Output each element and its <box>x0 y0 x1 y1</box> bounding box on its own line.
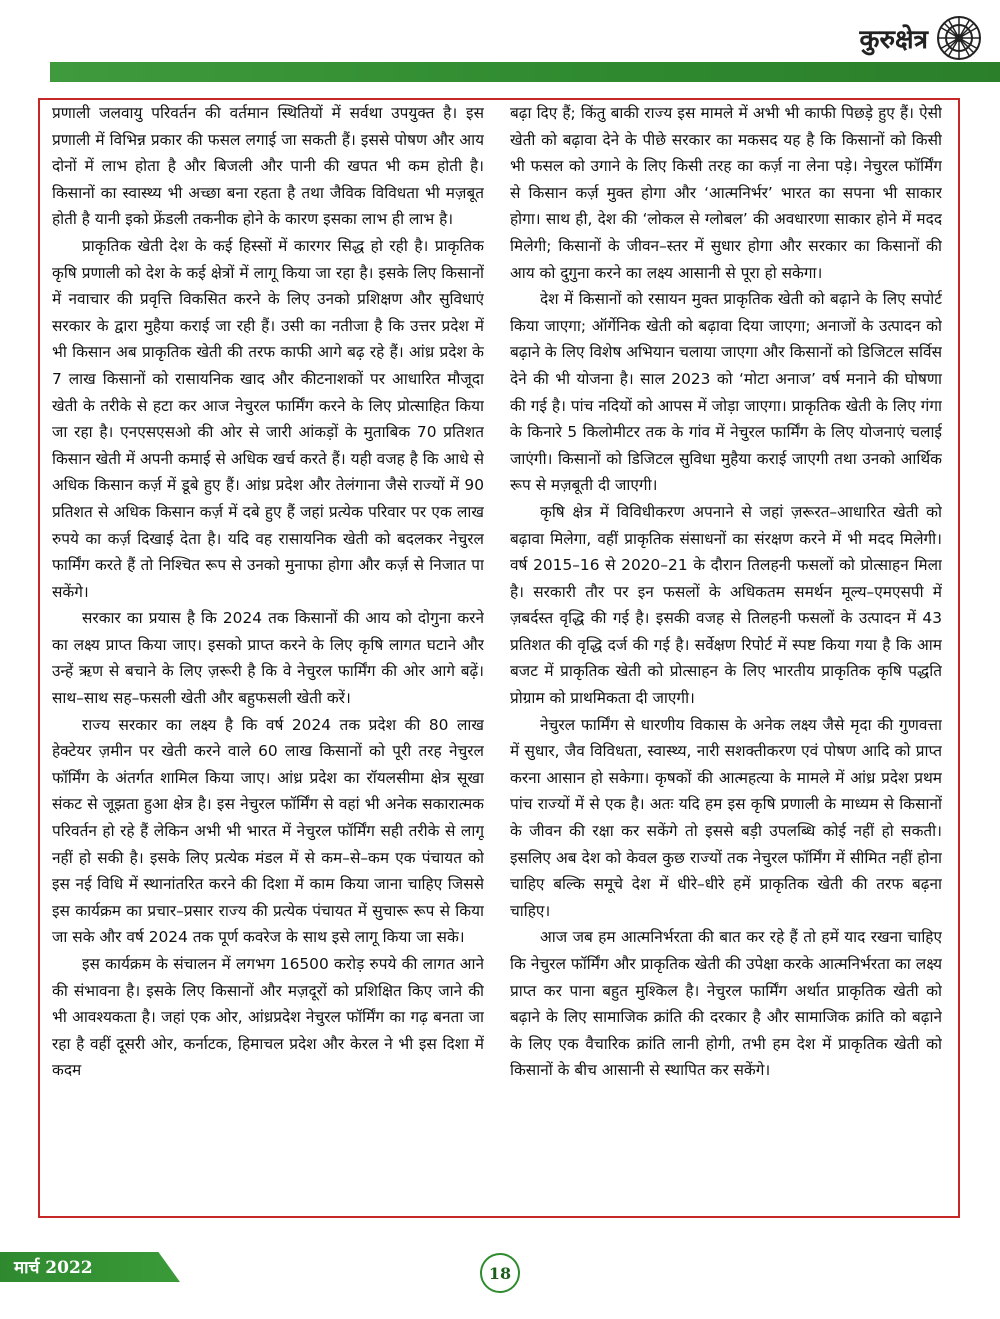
paragraph: देश में किसानों को रसायन मुक्त प्राकृतिक खेती को बढ़ाने के लिए सपोर्ट किया जाएगा; ऑर्गेनिक खेती को बढ़ावा दिया जाएगा; अनाजों के उत्पादन को बढ़ाने के लिए विशेष अभियान चलाया जाएगा और किसानों को डिजिटल सर्विस देने की भी योजना है। साल 2023 को ‘मोटा अनाज’ वर्ष मनाने की घोषणा की गई है। पांच नदियों को आपस में जोड़ा जाएगा। प्राकृतिक खेती के लिए गंगा के किनारे 5 किलोमीटर तक के गांव में नेचुरल फार्मिंग के लिए योजनाएं चलाई जाएंगी। किसानों को डिजिटल सुविधा मुहैया कराई जाएगी तथा उनको आर्थिक रूप से मज़बूती दी जाएगी। <box>510 290 942 495</box>
paragraph: बढ़ा दिए हैं; किंतु बाकी राज्य इस मामले में अभी भी काफी पिछड़े हुए हैं। ऐसी खेती को बढ़ावा देने के पीछे सरकार का मकसद यह है कि किसानों को किसी भी फसल को उगाने के लिए किसी तरह का कर्ज़ ना लेना पड़े। नेचुरल फॉर्मिंग से किसान कर्ज़ मुक्त होगा और ‘आत्मनिर्भर’ भारत का सपना भी साकार होगा। साथ ही, देश की ‘लोकल से ग्लोबल’ की अवधारणा साकार होने में मदद मिलेगी; किसानों के जीवन–स्तर में सुधार होगा और सरकार का किसानों की आय को दुगुना करने का लक्ष्य आसानी से पूरा हो सकेगा। <box>510 104 942 282</box>
paragraph: इस कार्यक्रम के संचालन में लगभग 16500 करोड़ रुपये की लागत आने की संभावना है। इसके लिए किसानों और मज़दूरों को प्रशिक्षित किए जाने की भी आवश्यकता है। जहां एक ओर, आंध्रप्रदेश नेचुरल फॉर्मिंग का गढ़ बनता जा रहा है वहीं दूसरी ओर, कर्नाटक, हिमाचल प्रदेश और केरल ने भी इस दिशा में कदम <box>52 955 484 1080</box>
paragraph: नेचुरल फार्मिंग से धारणीय विकास के अनेक लक्ष्य जैसे मृदा की गुणवत्ता में सुधार, जैव विविधता, स्वास्थ्य, नारी सशक्तीकरण एवं पोषण आदि को प्राप्त करना आसान हो सकेगा। कृषकों की आत्महत्या के मामले में आंध्र प्रदेश प्रथम पांच राज्यों में से एक है। अतः यदि हम इस कृषि प्रणाली के माध्यम से किसानों के जीवन की रक्षा कर सकेंगे तो इससे बड़ी उपलब्धि कोई नहीं हो सकती। इसलिए अब देश को केवल कुछ राज्यों तक नेचुरल फॉर्मिंग में सीमित नहीं होना चाहिए बल्कि समूचे देश में धीरे–धीरे हमें प्राकृतिक खेती की तरफ बढ़ना चाहिए। <box>510 715 942 920</box>
paragraph: आज जब हम आत्मनिर्भरता की बात कर रहे हैं तो हमें याद रखना चाहिए कि नेचुरल फॉर्मिंग और प्राकृतिक खेती की उपेक्षा करके आत्मनिर्भरता का लक्ष्य प्राप्त कर पाना बहुत मुश्किल है। नेचुरल फार्मिंग अर्थात प्राकृतिक खेती को बढ़ाने के लिए सामाजिक क्रांति की दरकार है और सामाजिक क्रांति को बढ़ाने के लिए एक वैचारिक क्रांति लानी होगी, तभी हम देश में प्राकृतिक खेती को किसानों के बीच आसानी से स्थापित कर सकेंगे। <box>510 928 942 1080</box>
magazine-title: कुरुक्षेत्र <box>859 25 928 55</box>
left-column <box>52 100 484 1215</box>
right-column <box>510 100 942 1215</box>
issue-date: मार्च 2022 <box>14 1258 93 1278</box>
paragraph: प्राकृतिक खेती देश के कई हिस्सों में कारगर सिद्ध हो रही है। प्राकृतिक कृषि प्रणाली को देश के कई क्षेत्रों में लागू किया जा रहा है। इसके लिए किसानों में नवाचार की प्रवृत्ति विकसित करने के लिए उनको प्रशिक्षण और सुविधाएं सरकार के द्वारा मुहैया कराई जा रही हैं। उसी का नतीजा है कि उत्तर प्रदेश में भी किसान अब प्राकृतिक खेती की तरफ काफी आगे बढ़ रहे हैं। आंध्र प्रदेश के 7 लाख किसानों को रासायनिक खाद और कीटनाशकों पर आधारित मौजूदा खेती के तरीके से हटा कर आज नेचुरल फार्मिंग करने के लिए प्रोत्साहित किया जा रहा है। एनएसएसओ की ओर से जारी आंकड़ों के मुताबिक 70 प्रतिशत किसान खेती में अपनी कमाई से अधिक खर्च करते हैं। यही वजह है कि आधे से अधिक किसान कर्ज़ में डूबे हुए हैं। आंध्र प्रदेश और तेलंगाना जैसे राज्यों में 90 प्रतिशत से अधिक किसान कर्ज़ में दबे हुए हैं जहां प्रत्येक परिवार पर एक लाख रुपये का कर्ज़ दिखाई देता है। यदि वह रासायनिक खेती को बदलकर नेचुरल फार्मिंग करते हैं तो निश्चित रूप से उनको मुनाफा होगा और कर्ज़ से निजात पा सकेंगे। <box>52 236 484 601</box>
wheel-emblem-icon <box>936 15 982 61</box>
paragraph: कृषि क्षेत्र में विविधीकरण अपनाने से जहां ज़रूरत–आधारित खेती को बढ़ावा मिलेगा, वहीं प्राकृतिक संसाधनों का संरक्षण करने में भी मदद मिलेगी। वर्ष 2015–16 से 2020–21 के दौरान तिलहनी फसलों को प्रोत्साहन मिला है। सरकारी तौर पर इन फसलों के अधिकतम समर्थन मूल्य–एमएसपी में ज़बर्दस्त वृद्धि की गई है। इसकी वजह से तिलहनी फसलों के उत्पादन में 43 प्रतिशत की वृद्धि दर्ज की गई है। सर्वेक्षण रिपोर्ट में स्पष्ट किया गया है कि आम बजट में प्राकृतिक खेती को प्रोत्साहन के लिए भारतीय प्राकृतिक कृषि पद्धति प्रोग्राम को प्राथमिकता दी जाएगी। <box>510 502 942 708</box>
page-number: 18 <box>480 1253 520 1293</box>
paragraph: प्रणाली जलवायु परिवर्तन की वर्तमान स्थितियों में सर्वथा उपयुक्त है। इस प्रणाली में विभिन्न प्रकार की फसल लगाई जा सकती हैं। इससे पोषण और आय दोनों में लाभ होता है और बिजली और पानी की खपत भी कम होती है। किसानों का स्वास्थ्य भी अच्छा बना रहता है तथा जैविक विविधता भी मज़बूत होती है यानी इको फ्रेंडली तकनीक होने के कारण इसका लाभ ही लाभ है। <box>52 104 484 229</box>
masthead <box>859 14 982 62</box>
header-green-bar <box>50 62 1000 82</box>
paragraph: सरकार का प्रयास है कि 2024 तक किसानों की आय को दोगुना करने का लक्ष्य प्राप्त किया जाए। इसको प्राप्त करने के लिए कृषि लागत घटाने और उन्हें ऋण से बचाने के लिए ज़रूरी है कि वे नेचुरल फार्मिंग की ओर आगे बढ़ें। साथ–साथ सह–फसली खेती और बहुफसली खेती करें। <box>52 609 484 708</box>
paragraph: राज्य सरकार का लक्ष्य है कि वर्ष 2024 तक प्रदेश की 80 लाख हेक्टेयर ज़मीन पर खेती करने वाले 60 लाख किसानों को पूरी तरह नेचुरल फॉर्मिंग के अंतर्गत शामिल किया जाए। आंध्र प्रदेश का रॉयलसीमा क्षेत्र सूखा संकट से जूझता हुआ क्षेत्र है। इस नेचुरल फॉर्मिंग से वहां भी अनेक सकारात्मक परिवर्तन हो रहे हैं लेकिन अभी भी भारत में नेचुरल फॉर्मिंग सही तरीके से लागू नहीं हो सकी है। इसके लिए प्रत्येक मंडल में से कम–से–कम एक पंचायत को इस नई विधि में स्थानांतरित करने की दिशा में काम किया जाना चाहिए जिससे इस कार्यक्रम का प्रचार–प्रसार राज्य की प्रत्येक पंचायत में सुचारू रूप से किया जा सके और वर्ष 2024 तक पूर्ण कवरेज के साथ इसे लागू किया जा सके। <box>52 715 484 947</box>
